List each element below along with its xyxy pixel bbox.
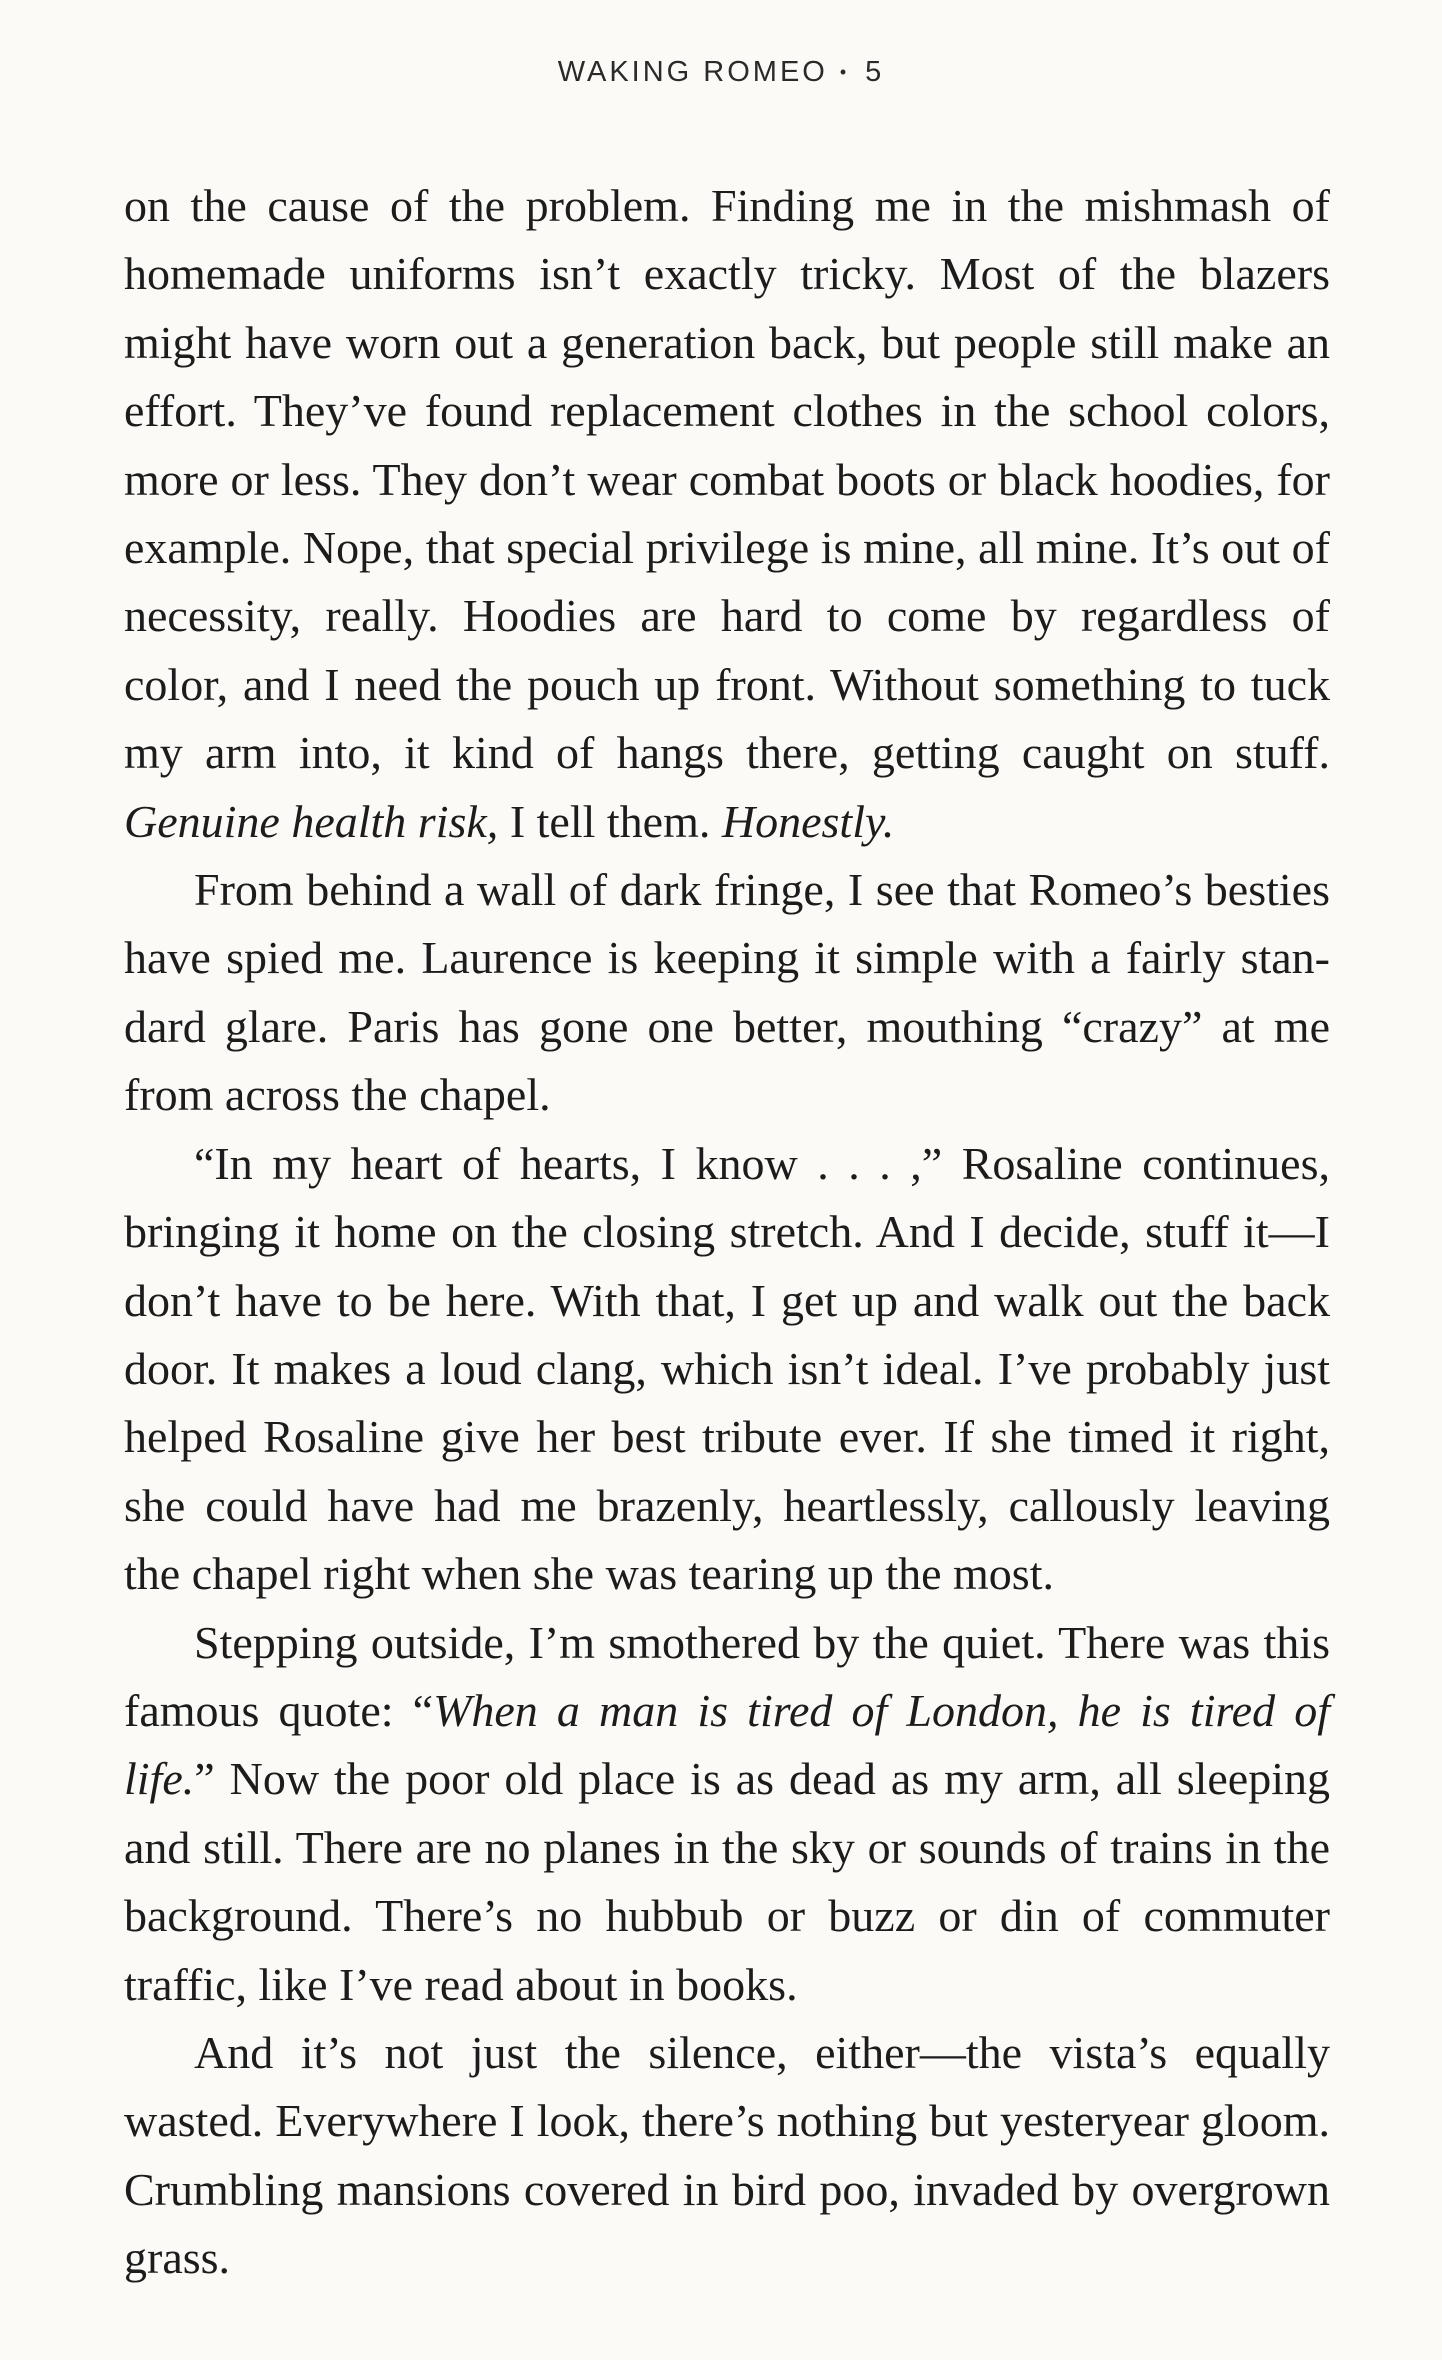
paragraph — [124, 1609, 1330, 2019]
text-run: I tell them. — [498, 795, 722, 847]
page-number: 5 — [865, 56, 885, 88]
paragraph — [124, 1130, 1330, 1609]
paragraph — [124, 2019, 1330, 2293]
text-run: From behind a wall of dark fringe, I see that Romeo’s besties have spied me. Laurence is keeping it simple with a fairly standard glare. Paris has gone one better, mouthing “crazy” at me from across the chapel. — [124, 864, 1330, 1121]
text-run: Stepping outside, I’m smothered by the quiet. There was this famous quote: “ — [124, 1616, 1330, 1736]
book-title: WAKING ROMEO — [557, 56, 828, 88]
paragraph — [124, 172, 1330, 856]
text-run: “In my heart of hearts, I know . . . ,” Rosaline continues, bringing it home on the closing stretch. And I decide, stuff it—I don’t have to be here. With that, I get up and walk out the back door. It makes a loud clang, which isn’t ideal. I’ve probably just helped Rosaline give her best tribute ever. If she timed it right, she could have had me brazenly, heartlessly, callously leaving the chapel right when she was tearing up the most. — [124, 1137, 1330, 1600]
header-separator: • — [839, 62, 850, 82]
italic-text: Honestly. — [721, 795, 895, 847]
italic-text: Genuine health risk, — [124, 795, 499, 847]
paragraph — [124, 856, 1330, 1130]
text-run: And it’s not just the silence, either—the vista’s equally wasted. Everywhere I look, there’s nothing but yesteryear gloom. Crumbling mansions covered in bird poo, invaded by overgrown grass. — [124, 2026, 1330, 2284]
text-run: on the cause of the problem. Finding me in the mishmash of homemade uniforms isn’t exactly tricky. Most of the blazers might have worn out a generation back, but people still make an effort. They’ve found replacement clothes in the school colors, more or less. They don’t wear combat boots or black hoodies, for example. Nope, that special privilege is mine, all mine. It’s out of necessity, really. Hoodies are hard to come by regardless of color, and I need the pouch up front. Without something to tuck my arm into, it kind of hangs there, getting caught on stuff. — [124, 180, 1330, 779]
body-text — [124, 172, 1330, 2293]
italic-text: When a man is tired of London, he is tired of life. — [124, 1684, 1330, 1805]
text-run: ” Now the poor old place is as dead as my arm, all sleeping and still. There are no planes in the sky or sounds of trains in the background. There’s no hubbub or buzz or din of commuter traffic, like I’ve read about in books. — [124, 1753, 1330, 2010]
running-header — [0, 56, 1442, 89]
